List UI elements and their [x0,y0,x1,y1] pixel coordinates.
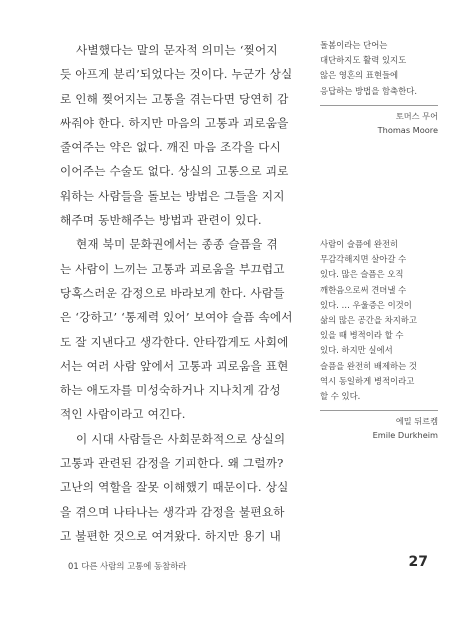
text-line: 현재 북미 문화권에서는 종종 슬픔을 겪 [76,237,278,252]
sidebar-quote-moore [320,38,438,137]
text-line: 는 사람이 느끼는 고통과 괴로움을 부끄럽고 [60,261,285,276]
quote-line: 대단하지도 활력 있지도 [320,55,407,66]
text-line: 고통과 관련된 감정을 기피한다. 왜 그럴까? [60,456,284,471]
quote-line: 깨한음으로써 견뎌낼 수 [320,284,407,295]
quote-divider [320,105,438,106]
quote-line: 응답하는 방법을 함축한다. [320,85,417,96]
quote-line: 삶의 많은 공간을 차지하고 [320,315,417,326]
text-line: 고난의 역할을 잘못 이해했기 때문이다. 상실 [60,480,289,495]
sidebar-quote-durkheim [320,237,438,442]
quote-line: 돌봄이라는 단어는 [320,40,388,50]
quote-line: 있을 때 병적이라 할 수 [320,330,404,341]
text-line: 듯 아프게 분리’되었다는 것이다. 누군가 상실 [60,67,293,82]
text-line: 줄여주는 약은 없다. 깨진 마음 조각을 다시 [60,140,281,155]
text-line: 서는 여러 사람 앞에서 고통과 괴로움을 표현 [60,358,289,373]
quote-author-english: Emile Durkheim [372,430,438,441]
quote-line: 슬픔을 완전히 배제하는 것 [320,360,417,371]
text-line: 하는 애도자를 미성숙하거나 지나치게 감성 [60,383,281,398]
quote-line: 않은 영혼의 표현들에 [320,70,399,81]
text-line: 워하는 사람들을 돌보는 방법은 그들을 지지 [60,188,285,203]
quote-line: 역시 동일하게 병적이라고 [320,375,415,386]
text-line: 로 인해 찢어지는 고통을 겪는다면 당연히 감 [60,91,289,106]
text-line: 이 시대 사람들은 사회문화적으로 상실의 [76,431,286,446]
text-line: 이어주는 수술도 없다. 상실의 고통으로 괴로 [60,164,289,179]
paragraph-1 [60,38,292,232]
quote-line: 있다. … 우울증은 이것이 [320,299,412,310]
text-line: 해주며 동반해주는 방법과 관련이 있다. [60,213,262,228]
page-number: 27 [408,554,428,570]
text-line: 은 ‘강하고’ ‘통제력 있어’ 보여야 슬픔 속에서 [60,310,293,325]
text-line: 사별했다는 말의 문자적 의미는 ‘찢어지 [76,43,278,57]
quote-line: 무감각해지면 살아갈 수 [320,254,407,265]
text-line: 을 겪으며 나타나는 생각과 감정을 불편요하 [60,504,285,519]
quote-author-korean: 에밀 뒤르켐 [395,416,438,427]
main-text [60,38,292,548]
text-line: 적인 사람이라고 여긴다. [60,407,186,422]
quote-divider [320,410,438,411]
quote-line: 있다. 많은 슬픔은 오직 [320,269,404,280]
paragraph-3 [60,427,292,548]
quote-line: 할 수 있다. [320,391,361,402]
text-line: 고 불편한 것으로 여겨왔다. 하지만 용기 내 [60,528,281,543]
quote-line: 있다. 하지만 실에서 [320,345,393,356]
paragraph-2 [60,232,292,426]
quote-line: 사람이 슬픔에 완전히 [320,239,399,249]
quote-author-korean: 토머스 무어 [395,110,438,121]
text-line: 도 잘 지낸다고 생각한다. 안타깝게도 사회에 [60,334,289,349]
footer-chapter-title: 01 다른 사람의 고통에 동참하라 [68,561,187,571]
text-line: 싸줘야 한다. 하지만 마음의 고통과 괴로움을 [60,115,289,130]
text-line: 당혹스러운 감정으로 바라보게 한다. 사람들 [60,285,285,300]
quote-author-english: Thomas Moore [377,124,438,135]
